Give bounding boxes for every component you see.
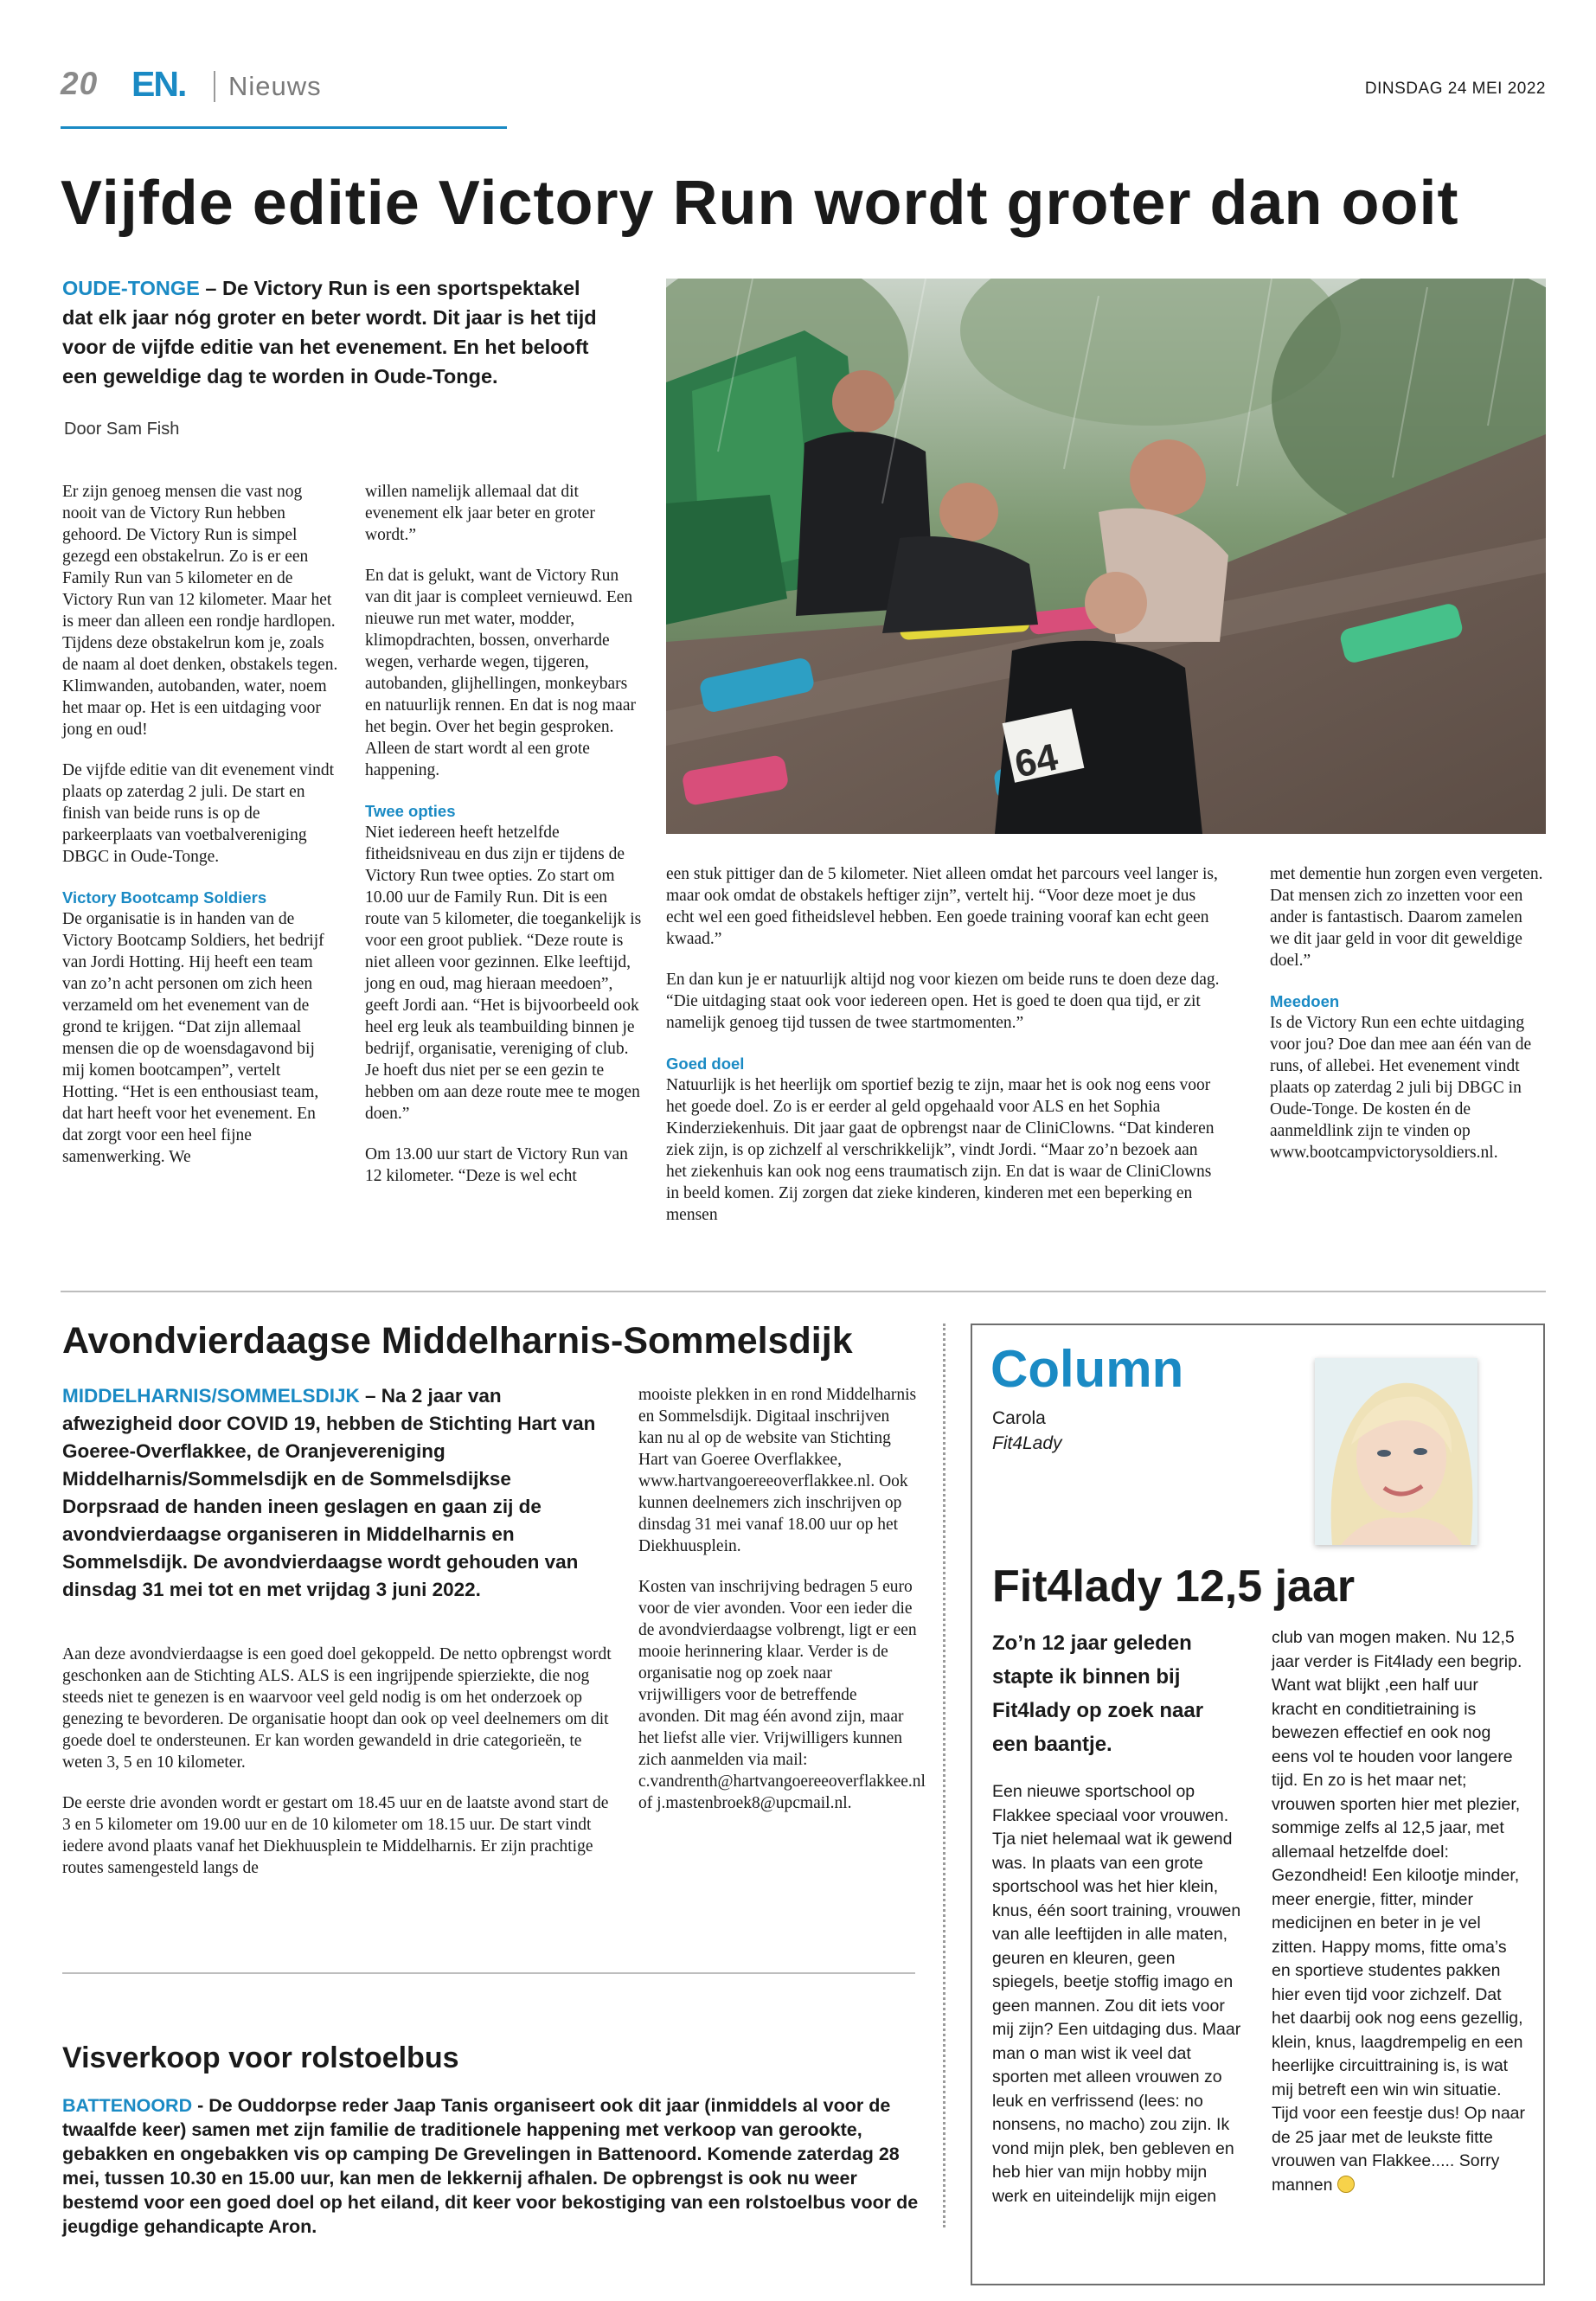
paragraph: En dan kun je er natuurlijk altijd nog voor kiezen om beide runs te doen deze dag. “Die uitdaging staat ook voor iedereen open. Het is goed te doen qua tijd, er zit namelijk genoeg tijd tussen de twee startmomenten.”	[666, 971, 1220, 1032]
obstacle-run-photo	[666, 279, 1546, 834]
main-col-2	[365, 481, 642, 1187]
logo: EN.	[131, 64, 186, 104]
paragraph: mooiste plekken in en rond Middelharnis en Sommelsdijk. Digitaal inschrijven kan nu al op de website van Stichting Hart van Goeree Overflakkee, www.hartvangoereeoverflakkee.nl. Ook kunnen deelnemers zich inschrijven op dinsdag 31 mei vanaf 18.00 uur op het Diekhuusplein.	[638, 1386, 917, 1555]
bib-number: 64	[1010, 735, 1061, 786]
main-col-1	[62, 481, 339, 1168]
article-photo	[666, 279, 1546, 834]
vis-headline: Visverkoop voor rolstoelbus	[62, 2041, 459, 2074]
avond-col-1	[62, 1644, 616, 1879]
avond-lead	[62, 1382, 599, 1604]
main-col-4	[1270, 863, 1545, 1163]
author-portrait	[1315, 1358, 1477, 1545]
paragraph: Er zijn genoeg mensen die vast nog nooit van de Victory Run hebben gehoord. De Victory Run is simpel gezegd een obstakelrun. Zo is er een Family Run van 5 kilometer en de Victory Run van 12 kilometer. Maar het is meer dan alleen een rondje hardlopen. Tijdens deze obstakelrun kom je, zoals de naam al doet denken, obstakels tegen. Klimwanden, autobanden, water, noem het maar op. Het is een uitdaging voor jong en oud!	[62, 483, 338, 739]
page-number: 20	[61, 66, 99, 101]
column-author-role: Fit4Lady	[992, 1433, 1062, 1453]
paragraph: De organisatie is in handen van de Victory Bootcamp Soldiers, het bedrijf van Jordi Hotting. Hij heeft een team van zo’n acht personen om zich heen verzameld om het evenement van de grond te krijgen. “Dat zijn allemaal mensen die op de woensdagavond bij mij komen bootcampen”, vertelt Hotting. “Het is een enthousiast team, dat hart heeft voor het evenement. En dat zorgt voor een heel fijne samenwerking. We	[62, 910, 324, 1166]
avond-col-2	[638, 1384, 926, 1814]
avond-bottom-rule	[62, 1972, 915, 1974]
paragraph: een stuk pittiger dan de 5 kilometer. Niet alleen omdat het parcours veel langer is, maar ook omdat de obstakels heftiger zijn”, vertelt hij. “Voor deze moet je dus echt wel een goed fitheidslevel hebben. Een goede training vooraf kan echt geen kwaad.”	[666, 865, 1218, 948]
header-divider	[214, 71, 215, 102]
vis-lead	[62, 2093, 919, 2239]
dateline: BATTENOORD	[62, 2095, 193, 2116]
lead-text: – De Victory Run is een sportspektakel dat elk jaar nóg groter en beter wordt. Dit jaar is het tijd voor de vijfde editie van het evenement. En het belooft een geweldige dag te worden in Oude-Tonge.	[62, 277, 597, 388]
column-text-left: Een nieuwe sportschool op Flakkee speciaal voor vrouwen. Tja niet helemaal wat ik gewend was. In plaats van een grote sportschool was het hier klein, knus, één soort training, vrouwen van alle leeftijden in alle maten, geuren en kleuren, geen spiegels, beetje stoffig imago en geen mannen. Zou dit iets voor mij zijn? Een uitdaging dus. Maar man o man wist ik veel dat sporten met alleen vrouwen zo leuk en verfrissend (lees: no nonsens, no macho) zou zijn. Ik vond mijn plek, ben gebleven en heb hier van mijn hobby mijn werk en uiteindelijk mijn eigen	[992, 1782, 1241, 2206]
lead-text: – Na 2 jaar van afwezigheid door COVID 19, hebben de Stichting Hart van Goeree-Overflakkee, de Oranjevereniging Middelharnis/Sommelsdijk en de Sommelsdijkse Dorpsraad de handen ineen geslagen en gaan zij de avondvierdaagse organiseren in Middelharnis en Sommelsdijk. De avondvierdaagse wordt gehouden van dinsdag 31 mei tot en met vrijdag 3 juni 2022.	[62, 1385, 596, 1600]
paragraph: Niet iedereen heeft hetzelfde fitheidsniveau en dus zijn er tijdens de Victory Run twee opties. Zo start om 10.00 uur de Family Run. Dit is een route van 5 kilometer, die toegankelijk is voor een groot publiek. “Deze route is niet alleen voor gezinnen. Elke leeftijd, jong en oud, mag hieraan meedoen”, geeft Jordi aan. “Het is bijvoorbeeld ook heel erg leuk als teambuilding binnen je bedrijf, organisatie, vereniging of club. Je hoeft dus niet per se een gezin te hebben om aan deze route mee te mogen doen.”	[365, 824, 642, 1123]
column-author: Carola	[992, 1408, 1046, 1428]
main-col-3	[666, 863, 1220, 1226]
paragraph: Aan deze avondvierdaagse is een goed doel gekoppeld. De netto opbrengst wordt geschonken aan de Stichting ALS. ALS is een ingrijpende spierziekte, die nog steeds niet te genezen is en waarvoor veel geld nodig is om het onderzoek op genezing te bevorderen. De organisatie hoopt dan ook op veel deelnemers om dit goede doel te ondersteunen. Er kan worden gewandeld in drie categorieën, te weten 3, 5 en 10 kilometer.	[62, 1645, 612, 1772]
column-text-right	[1272, 1626, 1527, 2197]
paragraph: De eerste drie avonden wordt er gestart om 18.45 uur en de laatste avond start de 3 en 5 kilometer om 19.00 uur en de 10 kilometer om 18.15 uur. De start vindt iedere avond plaats vanaf het Diekhuusplein te Middelharnis. Er zijn prachtige routes samengesteld langs de	[62, 1794, 609, 1877]
header-rule	[61, 126, 507, 129]
paragraph: willen namelijk allemaal dat dit evenement elk jaar beter en groter wordt.”	[365, 483, 595, 544]
column-headline: Fit4lady 12,5 jaar	[992, 1561, 1356, 1612]
paragraph: De vijfde editie van dit evenement vindt plaats op zaterdag 2 juli. De start en finish van beide runs is op de parkeerplaats van voetbalvereniging DBGC in Oude-Tonge.	[62, 761, 335, 866]
main-headline: Vijfde editie Victory Run wordt groter dan ooit	[61, 169, 1459, 238]
column-label: Column	[990, 1340, 1184, 1398]
paragraph: Natuurlijk is het heerlijk om sportief bezig te zijn, maar het is ook nog eens voor het goede doel. Zo is er eerder al geld opgehaald voor ALS en het Sophia Kinderziekenhuis. Dit jaar gaat de opbrengst naar de CliniClowns. “Dat kinderen ziek zijn, is op zichzelf al verschrikkelijk”, vindt Jordi. “Maar zo’n bezoek aan het ziekenhuis kan ook nog eens traumatisch zijn. En dat is waar de CliniClowns in beeld komen. Zij zorgen dat zieke kinderen, kinderen met een beperking en mensen	[666, 1076, 1215, 1224]
issue-date: DINSDAG 24 MEI 2022	[1364, 80, 1546, 98]
subheading: Goed doel	[666, 1054, 745, 1073]
paragraph: En dat is gelukt, want de Victory Run van dit jaar is compleet vernieuwd. Een nieuwe run met water, modder, klimopdrachten, bossen, onverharde wegen, verharde wegen, tijgeren, autobanden, glijhellingen, monkeybars en natuurlijk rennen. En dat is nog maar het begin. Over het begin gesproken. Alleen de start wordt al een grote happening.	[365, 567, 636, 779]
lead-text: - De Ouddorpse reder Jaap Tanis organiseert ook dit jaar (inmiddels al voor de twaalfde keer) samen met zijn familie de traditionele happening met verkoop van gerookte, gebakken en ongebakken vis op camping De Grevelingen in Battenoord. Komende zaterdag 28 mei, tussen 10.30 en 15.00 uur, kan men de lekkernij afhalen. De opbrengst is ook nu weer bestemd voor een goed doel op het eiland, dit keer voor bekostiging van een rolstoelbus voor de jeugdige gehandicapte Aron.	[62, 2095, 919, 2237]
avond-headline: Avondvierdaagse Middelharnis-Sommelsdijk	[62, 1320, 853, 1362]
dotted-divider	[943, 1324, 945, 2227]
paragraph: met dementie hun zorgen even vergeten. Dat mensen zich zo inzetten voor een ander is fantastisch. Daarom zamelen we dit jaar geld in voor dit geweldige doel.”	[1270, 865, 1543, 970]
subheading: Victory Bootcamp Soldiers	[62, 888, 267, 907]
subheading: Meedoen	[1270, 992, 1340, 1010]
column-intro: Zo’n 12 jaar geleden stapte ik binnen bij Fit4lady op zoek naar een baantje.	[992, 1631, 1204, 1756]
paragraph: Om 13.00 uur start de Victory Run van 12 kilometer. “Deze is wel echt	[365, 1145, 628, 1185]
column-right-body: club van mogen maken. Nu 12,5 jaar verder is Fit4lady een begrip. Want wat blijkt ,een half uur kracht en conditietraining is bewezen effectief en ook nog eens vol te houden voor langere tijd. En zo is het maar net; vrouwen sporten hier met plezier, sommige zelfs al 12,5 jaar, met allemaal hetzelfde doel: Gezondheid! Een kilootje minder, meer energie, fitter, minder medicijnen en beter in je vel zitten. Happy moms, fitte oma’s en sportieve studentes pakken hier even tijd voor zichzelf. Dat het daarbij ook nog eens gezellig, klein, knus, laagdrempelig en een heerlijke circuittraining is, is wat mij betreft een win win situatie. Tijd voor een feestje dus! Op naar de 25 jaar met de leukste fitte vrouwen van Flakkee..... Sorry mannen	[1272, 1628, 1526, 2195]
subheading: Twee opties	[365, 802, 456, 820]
wink-emoji-icon	[1337, 2176, 1355, 2193]
section-divider	[61, 1291, 1546, 1292]
main-lead	[62, 273, 616, 391]
dateline: MIDDELHARNIS/SOMMELSDIJK	[62, 1385, 360, 1407]
section-label: Nieuws	[228, 71, 322, 101]
paragraph: Kosten van inschrijving bedragen 5 euro voor de vier avonden. Voor een ieder die de avondvierdaagse volbrengt, ligt er een mooie herinnering klaar. Verder is de organisatie nog op zoek naar vrijwilligers voor de betreffende avonden. Dit mag één avond zijn, maar het liefst alle vier. Vrijwilligers kunnen zich aanmelden via mail: c.vandrenth@hartvangoereeoverflakkee.nl of j.mastenbroek8@upcmail.nl.	[638, 1578, 926, 1812]
byline: Door Sam Fish	[64, 420, 180, 439]
paragraph: Is de Victory Run een echte uitdaging voor jou? Doe dan mee aan één van de runs, of allebei. Het evenement vindt plaats op zaterdag 2 juli bij DBGC in Oude-Tonge. De kosten én de aanmeldlink zijn te vinden op www.bootcampvictorysoldiers.nl.	[1270, 1014, 1532, 1162]
portrait-image	[1315, 1358, 1477, 1545]
dateline: OUDE-TONGE	[62, 277, 200, 299]
